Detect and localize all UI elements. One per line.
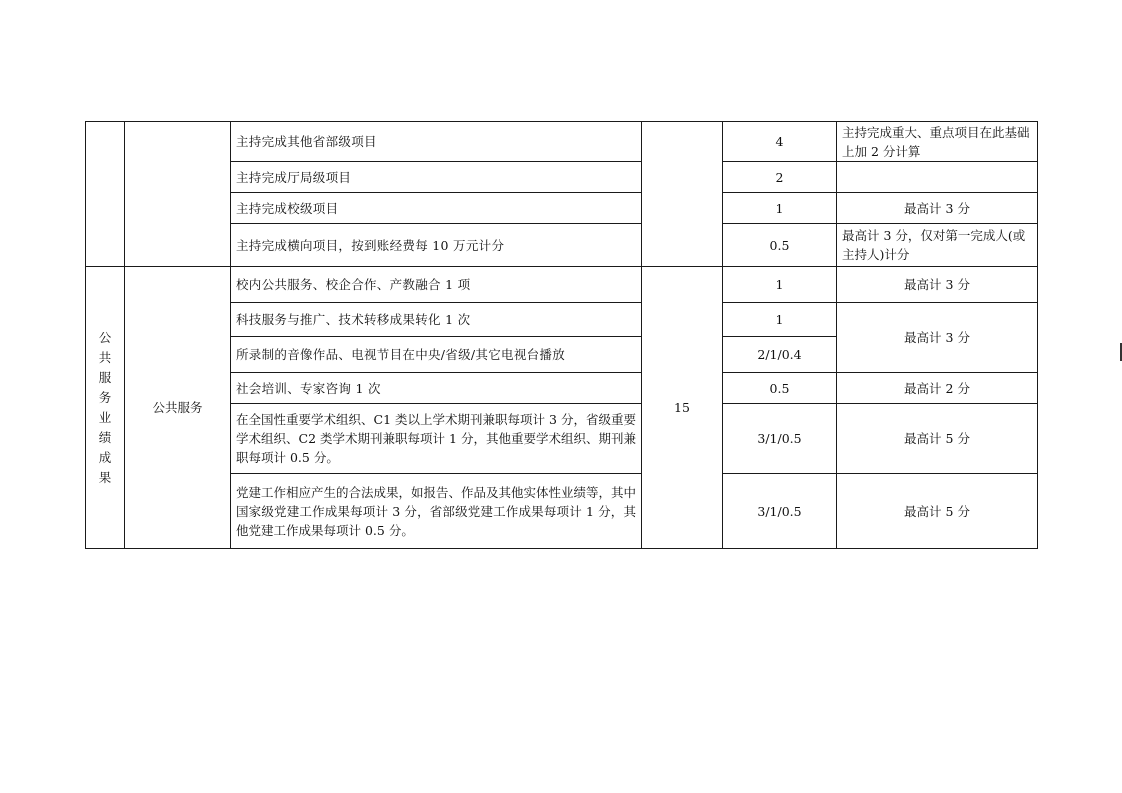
- note-cell: [837, 162, 1038, 193]
- scoring-table: [85, 121, 1038, 549]
- table-row: [86, 267, 1038, 303]
- subcategory-cell-empty: [125, 122, 231, 267]
- total-cell: 15: [642, 267, 723, 549]
- score-cell: 1: [723, 193, 837, 224]
- score-cell: 1: [723, 267, 837, 303]
- category-label: 公共服务业绩成果: [98, 329, 112, 485]
- score-cell: 0.5: [723, 373, 837, 404]
- item-cell: 主持完成横向项目，按到账经费每 10 万元计分: [231, 224, 642, 267]
- margin-mark: [1120, 343, 1122, 361]
- note-cell: 最高计 5 分: [837, 474, 1038, 549]
- item-cell: 科技服务与推广、技术转移成果转化 1 次: [231, 303, 642, 337]
- score-cell: 0.5: [723, 224, 837, 267]
- note-cell: 最高计 3 分，仅对第一完成人(或主持人)计分: [837, 224, 1038, 267]
- score-cell: 4: [723, 122, 837, 162]
- note-cell: 最高计 2 分: [837, 373, 1038, 404]
- item-cell: 社会培训、专家咨询 1 次: [231, 373, 642, 404]
- category-cell: [86, 267, 125, 549]
- score-cell: 2/1/0.4: [723, 337, 837, 373]
- item-cell: 主持完成其他省部级项目: [231, 122, 642, 162]
- score-cell: 3/1/0.5: [723, 474, 837, 549]
- score-cell: 3/1/0.5: [723, 404, 837, 474]
- note-cell: 最高计 3 分: [837, 303, 1038, 373]
- score-cell: 1: [723, 303, 837, 337]
- category-cell-empty: [86, 122, 125, 267]
- item-cell: 所录制的音像作品、电视节目在中央/省级/其它电视台播放: [231, 337, 642, 373]
- note-cell: 最高计 3 分: [837, 267, 1038, 303]
- note-cell: 最高计 3 分: [837, 193, 1038, 224]
- note-cell: 最高计 5 分: [837, 404, 1038, 474]
- table-row: [86, 122, 1038, 162]
- item-cell: 在全国性重要学术组织、C1 类以上学术期刊兼职每项计 3 分，省级重要学术组织、C2 类学术期刊兼职每项计 1 分，其他重要学术组织、期刊兼职每项计 0.5 分。: [231, 404, 642, 474]
- subcategory-cell: 公共服务: [125, 267, 231, 549]
- item-cell: 校内公共服务、校企合作、产教融合 1 项: [231, 267, 642, 303]
- item-cell: 党建工作相应产生的合法成果，如报告、作品及其他实体性业绩等，其中国家级党建工作成果每项计 3 分，省部级党建工作成果每项计 1 分，其他党建工作成果每项计 0.5 分。: [231, 474, 642, 549]
- score-cell: 2: [723, 162, 837, 193]
- total-cell-empty: [642, 122, 723, 267]
- note-cell: 主持完成重大、重点项目在此基础上加 2 分计算: [837, 122, 1038, 162]
- item-cell: 主持完成校级项目: [231, 193, 642, 224]
- item-cell: 主持完成厅局级项目: [231, 162, 642, 193]
